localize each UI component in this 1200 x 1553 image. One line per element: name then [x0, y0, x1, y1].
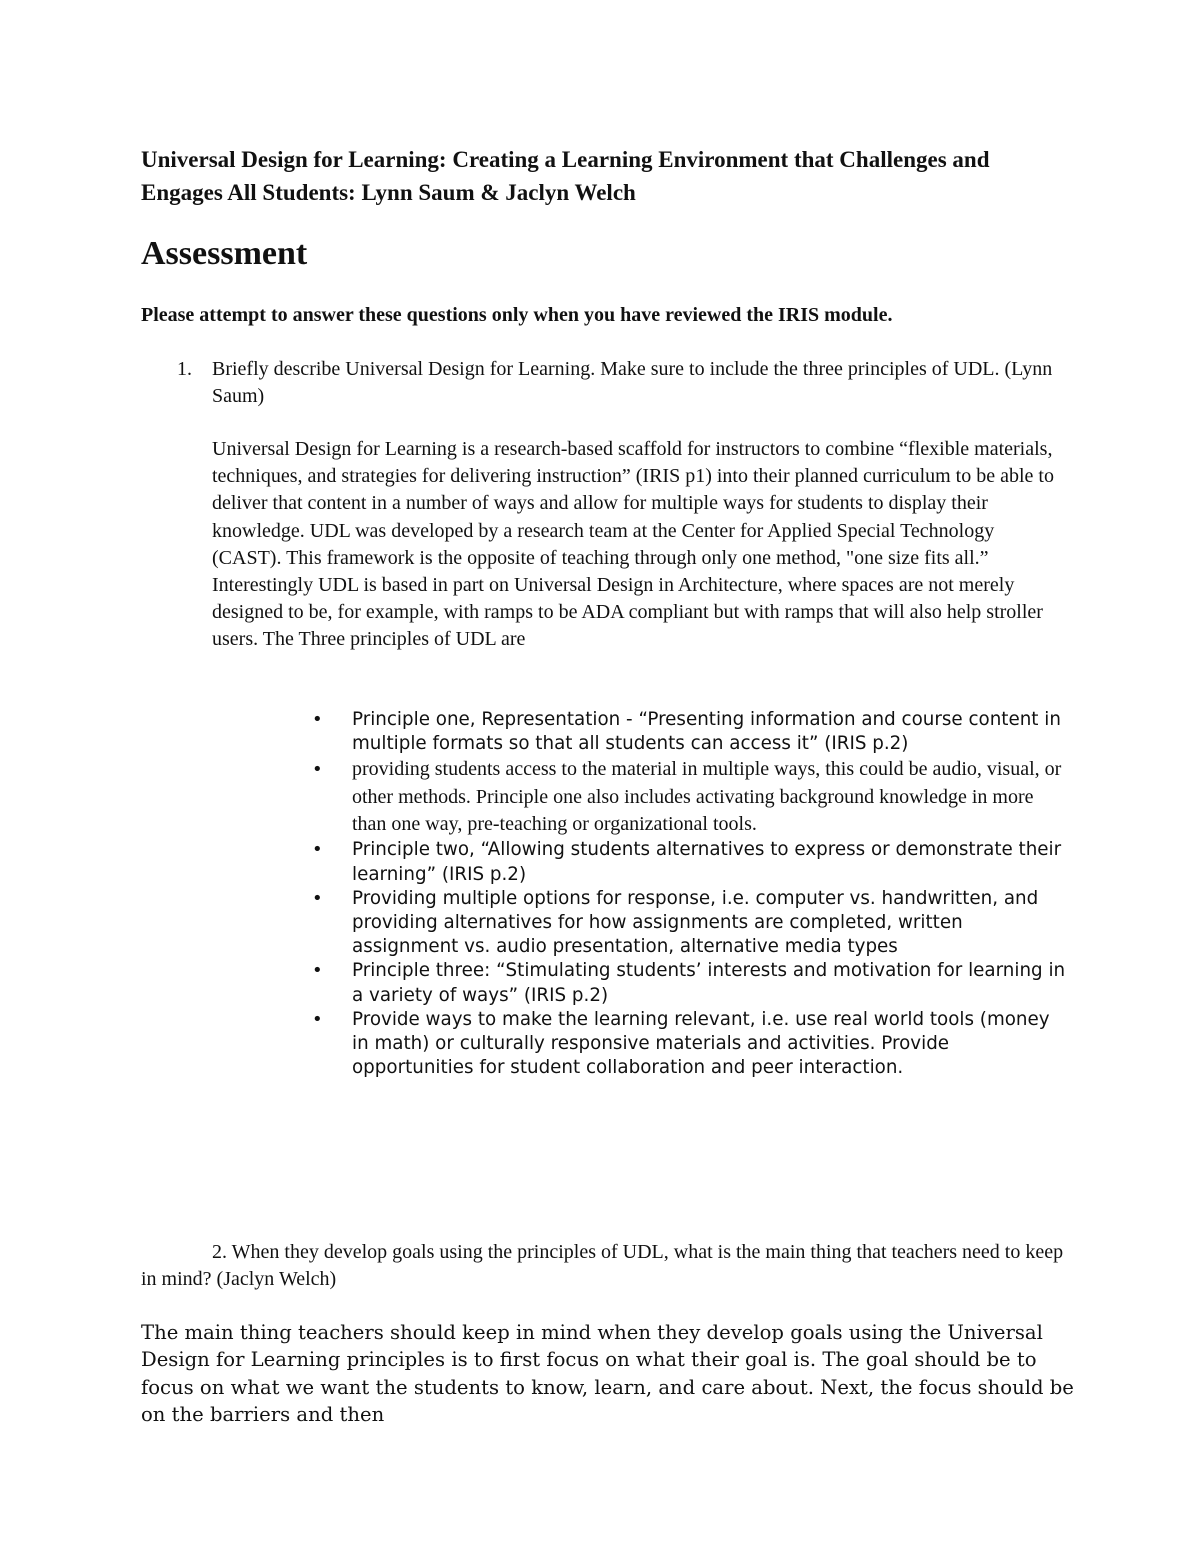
list-item-text: Principle two, “Allowing students alternatives to express or demonstrate their learning” (IRIS p.2) [352, 839, 1062, 885]
list-item-text: providing students access to the material in multiple ways, this could be audio, visual, or other methods. Principle one also includes activating background knowledge in more than one way, pre-teaching or organizational tools. [352, 758, 1062, 835]
list-item-text: Principle three: “Stimulating students’ interests and motivation for learning in a variety of ways” (IRIS p.2) [352, 960, 1066, 1006]
question-1-answer: Universal Design for Learning is a research-based scaffold for instructors to combine “flexible materials, techniques, and strategies for delivering instruction” (IRIS p1) into their planned curriculum to be able to deliver that content in a number of ways and allow for multiple ways for students to display their knowledge. UDL was developed by a research team at the Center for Applied Special Technology (CAST). This framework is the opposite of teaching through only one method, "one size fits all.” Interestingly UDL is based in part on Universal Design in Architecture, where spaces are not merely designed to be, for example, with ramps to be ADA compliant but with ramps that will also help stroller users. The Three principles of UDL are [212, 438, 1054, 651]
bullet-icon: • [312, 709, 323, 730]
question-1 [141, 356, 1071, 410]
instructions: Please attempt to answer these questions only when you have reviewed the IRIS module. [141, 304, 893, 326]
principles-list [312, 708, 1072, 1080]
bullet-icon: • [312, 759, 323, 781]
question-1-text: Briefly describe Universal Design for Learning. Make sure to include the three principles of UDL. (Lynn Saum) [212, 358, 1053, 407]
list-item-text: Principle one, Representation - “Presenting information and course content in multiple formats so that all students can access it” (IRIS p.2) [352, 709, 1061, 755]
bullet-icon: • [312, 1008, 323, 1030]
list-item [312, 838, 1072, 886]
list-item [312, 1008, 1072, 1081]
list-item [312, 756, 1072, 838]
question-1-number: 1. [177, 358, 192, 380]
list-item [312, 887, 1072, 960]
document-title: Universal Design for Learning: Creating a Learning Environment that Challenges and Engages All Students: Lynn Saum & Jaclyn Welch [141, 147, 990, 205]
list-item [312, 959, 1072, 1007]
list-item-text: Providing multiple options for response, i.e. computer vs. handwritten, and providing alternatives for how assignments are completed, written assignment vs. audio presentation, alternative media types [352, 887, 1039, 958]
bullet-icon: • [312, 839, 323, 861]
question-2-text: 2. When they develop goals using the principles of UDL, what is the main thing that teachers need to keep in mind? (Jaclyn Welch) [141, 1241, 1064, 1290]
section-heading: Assessment [141, 235, 308, 272]
list-item [312, 708, 1072, 756]
list-item-text: Provide ways to make the learning relevant, i.e. use real world tools (money in math) or culturally responsive materials and activities. Provide opportunities for student collaboration and peer interaction. [352, 1008, 1050, 1079]
bullet-icon: • [312, 887, 323, 909]
question-2-answer: The main thing teachers should keep in mind when they develop goals using the Universal Design for Learning principles is to first focus on what their goal is. The goal should be to focus on what we want the students to know, learn, and care about. Next, the focus should be on the barriers and then [141, 1321, 1074, 1426]
bullet-icon: • [312, 960, 323, 982]
